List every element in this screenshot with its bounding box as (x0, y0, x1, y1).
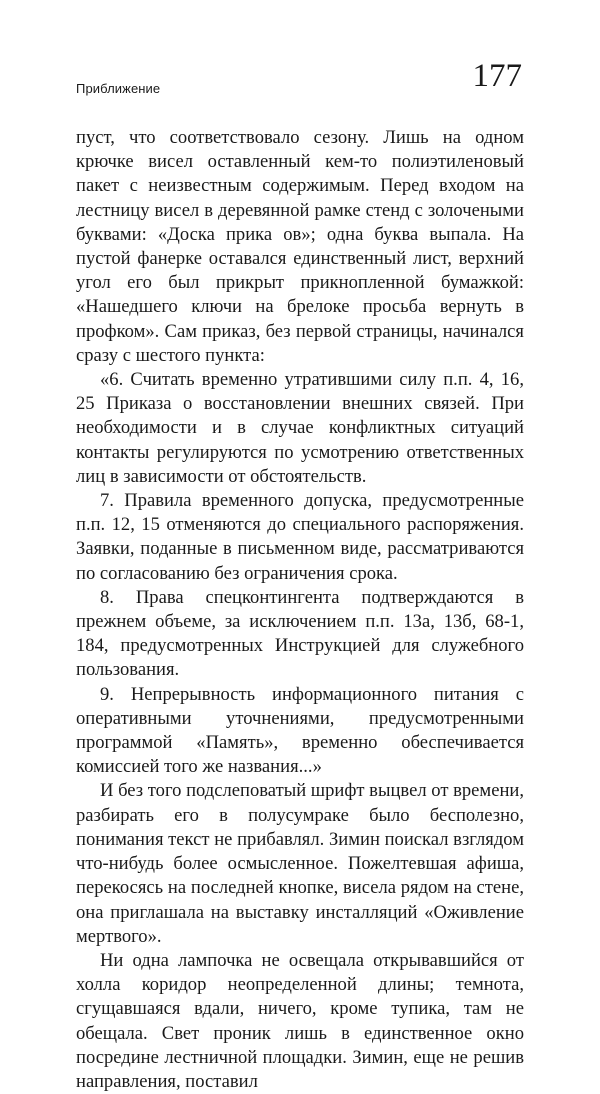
paragraph: И без того подслеповатый шрифт выцвел от времени, разбирать его в полусумраке было бесполезно, понимания текст не прибавлял. Зимин поискал взглядом что-нибудь более осмысленное. Пожелтевшая афиша, перекосясь на последней кнопке, висела рядом на стене, она приглашала на выставку инсталляций «Оживление мертвого». (76, 780, 524, 947)
paragraph: 7. Правила временного допуска, предусмотренные п.п. 12, 15 отменяются до специального распоряжения. Заявки, поданные в письменном виде, рассматриваются по согласованию без ограничения срока. (76, 490, 524, 584)
paragraph: «6. Считать временно утратившими силу п.п. 4, 16, 25 Приказа о восстановлении внешних связей. При необходимости и в случае конфликтных ситуаций контакты регулируются по усмотрению ответственных лиц в зависимости от обстоятельств. (76, 369, 524, 487)
paragraph: 8. Права спецконтингента подтверждаются в прежнем объеме, за исключением п.п. 13а, 13б, 68-1, 184, предусмотренных Инструкцией для служебного пользования. (76, 586, 524, 681)
page-number: 177 (472, 58, 522, 94)
paragraph: Ни одна лампочка не освещала открывавшийся от холла коридор неопределенной длины; темнота, сгущавшаяся вдали, ничего, кроме тупика, там не обещала. Свет проник лишь в единственное окно посредине лестничной площадки. Зимин, еще не решив направления, поставил (76, 949, 524, 1092)
paragraph: пуст, что соответствовало сезону. Лишь на одном крючке висел оставленный кем-то полиэтиленовый пакет с неизвестным содержимым. Перед входом на лестницу висел в деревянной рамке стенд с золочеными буквами: «Доска прика ов»; одна буква выпала. На пустой фанерке оставался единственный лист, верхний угол его был прикрыт прикнопленной бумажкой: «Нашедшего ключи на брелоке просьба вернуть в профком». Сам приказ, без первой страницы, начинался сразу с шестого пункта: (76, 127, 524, 366)
body-text (76, 126, 524, 1094)
paragraph: 9. Непрерывность информационного питания с оперативными уточнениями, предусмотренными программой «Память», временно обеспечивается комиссией того же названия...» (76, 683, 524, 778)
running-head: Приближение (76, 81, 161, 96)
